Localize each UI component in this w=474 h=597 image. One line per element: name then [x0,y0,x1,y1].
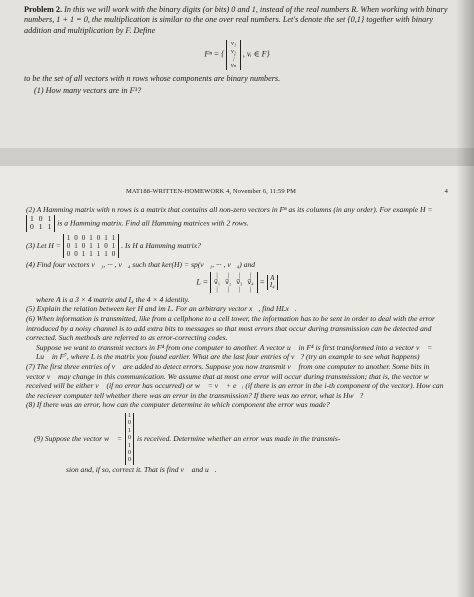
fn-vector [226,40,241,70]
q9-text-b: is received. Determine whether an error was made in the transmis- [137,434,341,444]
q2-text-b: is a Hamming matrix. Find all Hamming matrices with 2 rows. [57,218,249,228]
vector-entry: 0 [128,435,132,442]
fn-vector-entry: v₂ [231,47,237,55]
problem-intro-text: In this we will work with the binary digits (or bits) 0 and 1, instead of the real numbers R. When working with binary numbers, 1 + 1 = 0, the multiplication is similar to the one over real numbers. Let's denote the set {0,1} together with binary addition and multiplication by F. Define [24,5,448,35]
matrix-entry: 0 [96,234,101,243]
question-9 [26,413,448,465]
matrix-entry: 1 [47,213,52,223]
question-4: (4) Find four vectors v⃗₁, ··· , v⃗₄ such that ker(H) = sp(v⃗₁, ··· , v⃗₄) and [26,260,256,270]
matrix-entry: 0 [81,242,86,251]
vector-entry: 1 [128,412,132,419]
question-8: (8) If there was an error, how can the computer determine in which component the error was made? [26,400,330,410]
block-entry: A [270,273,275,282]
vector-entry: 0 [128,449,132,456]
matrix-entry: 1 [81,250,86,259]
matrix-entry: 0 [111,250,116,259]
fn-definition [24,40,450,70]
question-3 [26,234,448,258]
matrix-entry: 1 [104,250,108,259]
page-two [0,166,474,597]
fn-rhs: , vᵢ ∈ F} [242,49,270,59]
page-number: 4 [444,188,448,195]
matrix-entry: 1 [89,242,93,251]
matrix-entry: 0 [66,250,71,259]
q4-equals: = [259,277,265,287]
matrix-entry: 1 [30,213,34,223]
problem-label: Problem 2. [24,5,63,14]
matrix-entry: 1 [74,242,78,251]
fn-lhs: Fⁿ = { [204,49,225,59]
block-matrix [267,275,278,290]
fn-vector-entry: v₁ [231,40,237,48]
matrix-entry: 0 [104,242,108,251]
matrix-entry: 1 [47,222,52,232]
matrix-entry: 0 [81,234,86,243]
q3-matrix [63,234,120,258]
matrix-entry: 0 [38,213,43,223]
vector-entry: 1 [128,442,132,449]
q4-where: where A is a 3 × 4 matrix and I₄ the 4 × 4 identity. [36,294,190,304]
matrix-entry: 1 [111,242,116,251]
question-6-b: Suppose we want to transmit vectors in F⁴ from one computer to another. A vector u⃗ in F⁴ is first transformed into a vector v⃗ = Lu⃗ in F⁷, where L is the matrix you found earlier. What are the last four entries of v⃗? (try an example to see what happens) [36,342,433,362]
question-6: (6) When information is transmitted, like from a cellphone to a cell tower, the information has to be sent in order to deal with the error introduced by a noisy channel is to add extra bits to messages so that most errors that occur during transmission can be detected and corrected. Such methods are referred to as error-correcting codes. [26,313,435,343]
question-1: (1) How many vectors are in F³? [34,86,142,96]
q9-text-a: (9) Suppose the vector w⃗ = [34,434,123,444]
l-col: v⃗₂ [225,278,232,286]
q2-text-a: (2) A Hamming matrix with n rows is a matrix that contains all non-zero vectors in Fⁿ as its columns (in any order). For example H = [26,205,433,214]
matrix-entry: 0 [74,250,78,259]
q3-text-b: . Is H a Hamming matrix? [121,240,201,250]
problem-intro [24,5,450,36]
matrix-entry: 1 [96,250,101,259]
page-one [0,0,474,148]
q4-lhs: L = [196,277,209,287]
block-entry: I₄ [269,281,275,290]
question-7: (7) The first three entries of v⃗ are added to detect errors. Suppose you now transmit v⃗ from one computer to another. Some bits in vector v⃗ may change in this communication. We assume that at most one error will occur during transmission; that is, the vector w⃗ received will be either v⃗ (if no error has occurred) or w⃗ = v⃗ + e⃗ᵢ (if there is an error in the i-th component of the vector). How can the reciever computer tell whether there was an error in the transmission? If there was no error, what is Hw⃗? [26,361,444,400]
matrix-entry: 1 [38,222,43,232]
matrix-entry: 1 [66,234,71,243]
l-col: v⃗₃ [236,278,243,286]
fn-vector-entry: vₙ [230,62,237,70]
l-col: v⃗₄ [247,278,254,286]
q2-matrix [26,215,55,233]
vector-entry: 0 [128,420,132,427]
matrix-entry: 1 [111,234,116,243]
header-title: MAT188-WRITTEN-HOMEWORK 4, November 6, 11:59 PM [126,188,297,195]
question-2 [26,205,448,232]
vector-entry: 0 [128,457,132,464]
l-matrix: | | | | v⃗₁ v⃗₂ v⃗₃ v⃗₄ | | | | [210,272,258,293]
matrix-entry: 1 [104,234,108,243]
q3-text-a: (3) Let H = [26,240,61,250]
matrix-entry: 0 [66,242,71,251]
page-gap [0,148,474,166]
l-col: v⃗₁ [214,278,221,286]
matrix-entry: 1 [89,250,93,259]
fn-vector-entry: ⋮ [230,55,237,63]
page-header [26,188,448,195]
fn-explanation: to be the set of all vectors with n rows whose components are binary numbers. [24,73,281,83]
vector-entry: 1 [128,427,132,434]
matrix-entry: 0 [74,234,78,243]
matrix-entry: 1 [96,242,101,251]
q9-vector [125,413,134,465]
matrix-entry: 0 [30,222,34,232]
q9-text-c: sion and, if so, correct it. That is find v⃗ and u⃗. [66,464,217,474]
matrix-entry: 1 [89,234,93,243]
q4-equation [26,272,448,293]
question-5: (5) Explain the relation between ker H and im L. For an arbitrary vector x⃗, find HLx⃗. [26,304,297,314]
